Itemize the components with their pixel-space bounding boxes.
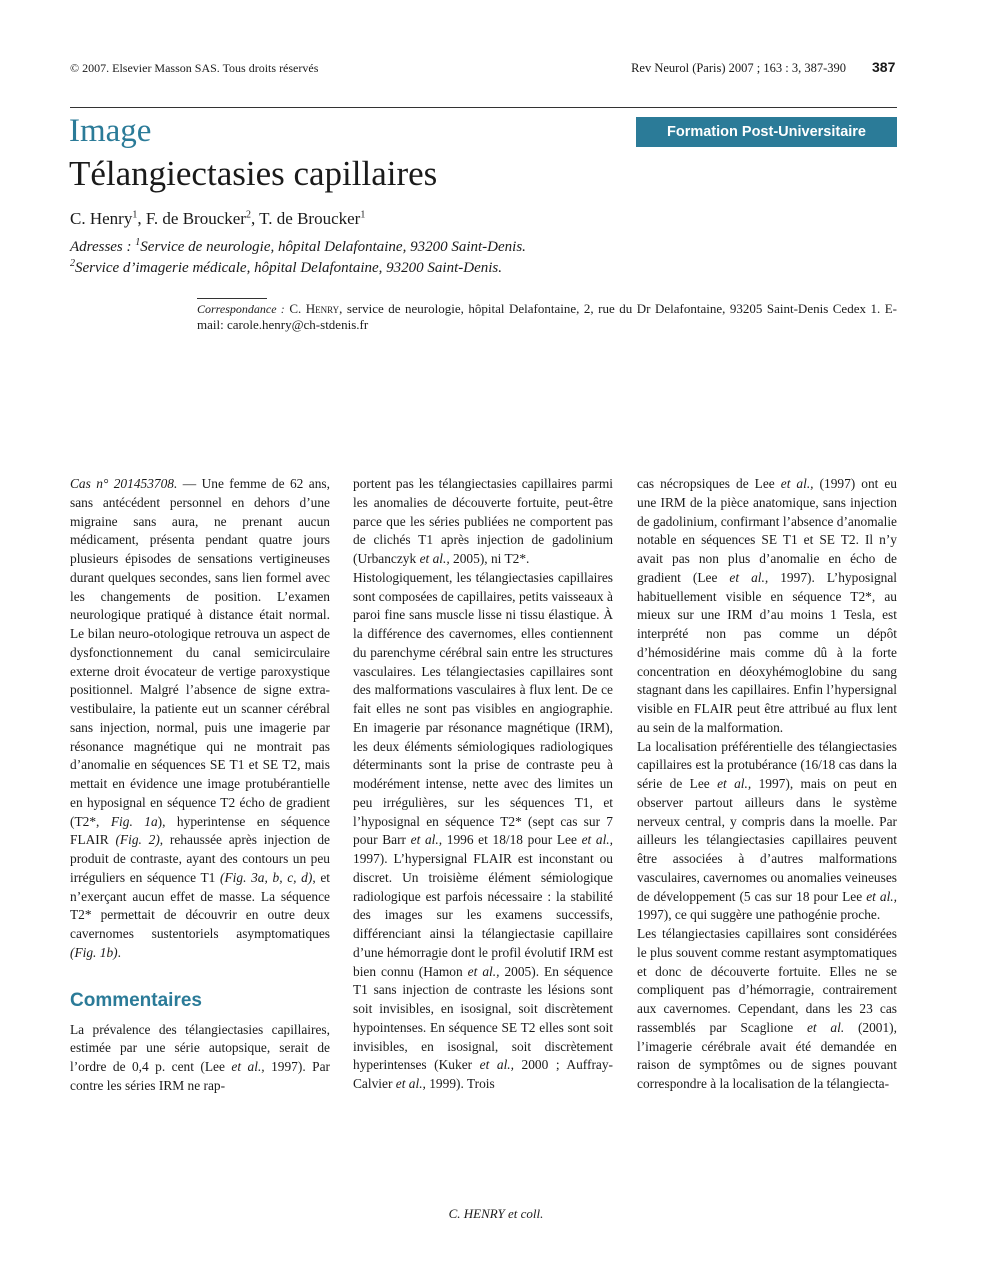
author-name: T. de Broucker: [259, 209, 361, 228]
author-list: C. Henry$^1$, F. de Broucker$^2$, T. de Broucker$^1$: [70, 209, 366, 228]
header-divider: [70, 107, 897, 108]
correspondence-name: Henry: [305, 301, 340, 316]
figure-ref[interactable]: (Fig. 1b): [70, 944, 118, 960]
article-title: Télangiectasies capillaires: [69, 154, 438, 193]
body-column-2: [353, 475, 613, 1094]
journal-reference: Rev Neurol (Paris) 2007 ; 163 : 3, 387-390: [631, 61, 846, 75]
address-2: $^2$Service d’imagerie médicale, hôpital Delafontaine, 93200 Saint-Denis.: [70, 258, 502, 276]
page-number: 387: [872, 59, 896, 75]
author-affiliation: 1: [132, 209, 138, 221]
body-column-3: [637, 475, 897, 1094]
paragraph: portent pas les télangiectasies capillaires parmi les anomalies de découverte fortuite, peut-être parce que les séries publiées ne comportent pas de clichés T1 après injection de gadolinium (Urbanczyk et al., 2005), ni T2*.: [353, 476, 613, 566]
case-paragraph: Cas n° 201453708. — Une femme de 62 ans, sans antécédent personnel en dehors d’une migraine sans aura, ne prenant aucun médicament, présenta pendant quatre jours plusieurs épisodes de sensations vertigineuses durant quelques secondes, sans lien formel avec les changements de position. L’examen neurologique pratiqué à distance était normal. Le bilan neuro-otologique retrouva un aspect de dysfonctionnement du canal semicirculaire externe droit évocateur de vertige paroxystique positionnel. Malgré l’absence de signe extra-vestibulaire, la patiente eut un scanner cérébral sans injection, normal, puis une imagerie par résonance magnétique qui ne montrait pas d’anomalie en séquences SE T1 et SE T2, mais mettait en évidence une image protubérantielle en hyposignal en séquence T2 écho de gradient (T2*, Fig. 1a), hyperintense en séquence FLAIR (Fig. 2), rehaussée après injection de produit de contraste, ayant des contours un peu irréguliers en séquence T1 (Fig. 3a, b, c, d), et n’exerçant aucun effet de masse. La séquence T2* permettait de découvrir en outre deux cavernomes sustentoriels asymptomatiques (Fig. 1b).: [70, 476, 331, 960]
paragraph: La prévalence des télangiectasies capillaires, estimée par une série autopsique, serait de l’ordre de 0,4 p. cent (Lee et al., 1997). Par contre les séries IRM ne rap-: [70, 1021, 330, 1093]
figure-ref[interactable]: Fig. 1a: [110, 813, 158, 829]
paragraph: Les télangiectasies capillaires sont considérées le plus souvent comme restant asymptomatiques et donc de découverte fortuite. Elles ne se compliquent pas d’hémorragie, contrairement aux cavernomes. Cependant, dans les 23 cas rassemblés par Scaglione et al. (2001), l’imagerie cérébrale avait été demandée en raison de symptômes ou de signes pouvant correspondre à la localisation de la télangiecta-: [637, 926, 897, 1091]
paragraph: cas nécropsiques de Lee et al., (1997) ont eu une IRM de la pièce anatomique, sans injection de gadolinium, confirmant l’absence d’anomalie notable en séquences SE T1 et SE T2. Il n’y avait pas non plus d’anomalie en écho de gradient (Lee et al., 1997). L’hyposignal habituellement visible en séquence T2*, au mieux sur une IRM d’au moins 1 Tesla, est interprété non pas comme un dépôt d’hémosidérine mais comme dû à la forte concentration en déoxyhémoglobine du sang stagnant dans les capillaires. Enfin l’hypersignal visible en FLAIR peut être attribué au flux lent au sein de la malformation.: [637, 476, 898, 735]
author-affiliation: 2: [245, 209, 251, 221]
correspondence: Correspondance : C. Henry, service de neurologie, hôpital Delafontaine, 2, rue du Dr Delafontaine, 93205 Saint-Denis Cedex 1. E-mail: carole.henry@ch-stdenis.fr: [197, 301, 898, 332]
author-affiliation: 1: [360, 209, 366, 221]
copyright-notice: © 2007. Elsevier Masson SAS. Tous droits réservés: [70, 61, 319, 75]
category-badge: Formation Post-Universitaire: [636, 117, 897, 147]
correspondence-label: Correspondance :: [197, 302, 285, 316]
figure-ref[interactable]: (Fig. 2): [115, 832, 160, 848]
author-name: C. Henry: [70, 209, 133, 228]
author-name: F. de Broucker: [145, 209, 246, 228]
address-1: Adresses : $^1$Service de neurologie, hôpital Delafontaine, 93200 Saint-Denis.: [70, 237, 526, 255]
commentaires-heading: Commentaires: [70, 989, 202, 1011]
paragraph: La localisation préférentielle des télangiectasies capillaires est la protubérance (16/18 cas dans la série de Lee et al., 1997), mais on peut en observer partout ailleurs dans le système nerveux central, y compris dans la moelle. Par ailleurs les télangiectasies capillaires peuvent être associées à d’autres malformations vasculaires, cavernomes ou anomalies veineuses de développement (5 cas sur 18 pour Lee et al., 1997), ce qui suggère une pathogénie proche.: [637, 738, 897, 923]
section-label: Image: [69, 113, 152, 149]
running-footer: C. HENRY et coll.: [448, 1206, 544, 1221]
body-column-1: [70, 475, 330, 1096]
case-label: Cas n° 201453708.: [70, 476, 178, 491]
figure-ref[interactable]: (Fig. 3a, b, c, d): [220, 869, 313, 885]
paragraph: Histologiquement, les télangiectasies capillaires sont composées de capillaires, petits vaisseaux à paroi fine sans muscle lisse ni tissu élastique. À la différence des cavernomes, elles contiennent du parenchyme cérébral sain entre les structures vasculaires. Les télangiectasies capillaires sont des malformations vasculaires à flux lent. De ce fait elles ne sont pas visibles en angiographie. En imagerie par résonance magnétique (IRM), les deux éléments sémiologiques radiologiques déterminants sont la prise de contraste peu à modérément intense, nette avec des limites un peu irrégulières, sur les séquences T1, et l’hyposignal en séquence T2* (sept cas sur 7 pour Barr et al., 1996 et 18/18 pour Lee et al., 1997). L’hypersignal FLAIR est inconstant ou discret. Un troisième élément sémiologique radiologique est parfois nécessaire : la stabilité des images sur les examens successifs, différenciant ainsi la télangiectasie capillaire d’une hémorragie dont le profil évolutif IRM est bien connu (Hamon et al., 2005). En séquence T1 sans injection de contraste les lésions sont soit invisibles, en isosignal, soit discrètement hypointenses. En séquence SE T2 elles sont soit invisibles, en isosignal, soit discrètement hyperintenses (Kuker et al., 2000 ; Auffray-Calvier et al., 1999). Trois: [353, 569, 614, 1091]
correspondence-divider: [197, 298, 267, 299]
